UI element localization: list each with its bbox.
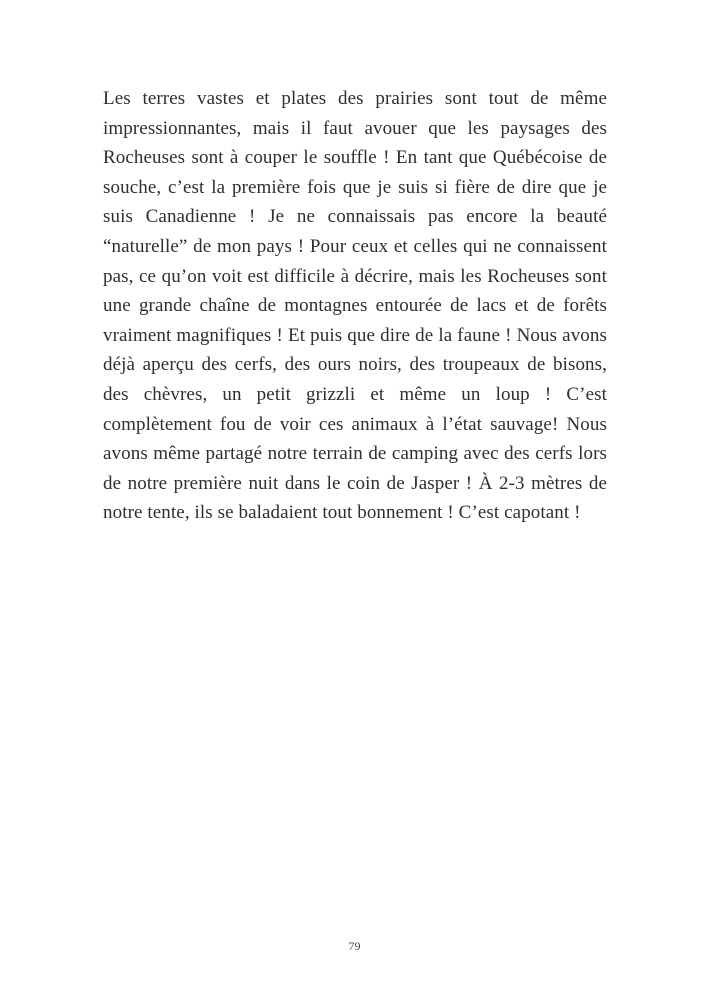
body-paragraph: Les terres vastes et plates des prairies sont tout de même impressionnantes, mais il faut avouer que les paysages des Rocheuses sont à couper le souffle ! En tant que Québécoise de souche, c’est la première fois que je suis si fière de dire que je suis Canadienne ! Je ne connaissais pas encore la beauté “naturelle” de mon pays ! Pour ceux et celles qui ne connaissent pas, ce qu’on voit est difficile à décrire, mais les Rocheuses sont une grande chaîne de montagnes entourée de lacs et de forêts vraiment magnifiques ! Et puis que dire de la faune ! Nous avons déjà aperçu des cerfs, des ours noirs, des troupeaux de bisons, des chèvres, un petit grizzli et même un loup ! C’est complètement fou de voir ces animaux à l’état sauvage! Nous avons même partagé notre terrain de camping avec des cerfs lors de notre première nuit dans le coin de Jasper ! À 2-3 mètres de notre tente, ils se baladaient tout bonnement ! C’est capotant ! bbox=[103, 88, 607, 524]
page-number: 79 bbox=[348, 939, 361, 953]
text-block bbox=[103, 84, 607, 528]
